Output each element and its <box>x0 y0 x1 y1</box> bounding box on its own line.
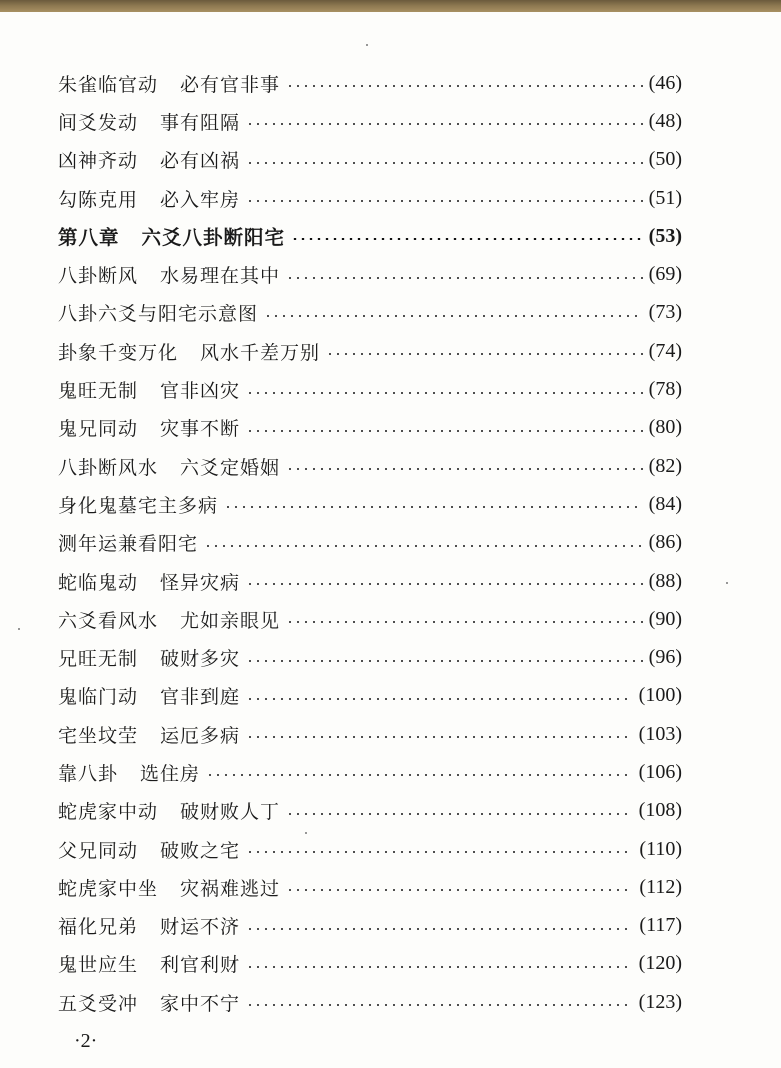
toc-entry-main-title: 福化兄弟 <box>58 916 139 939</box>
toc-entry-title <box>58 491 218 518</box>
toc-entry-main-title: 八卦断风水 <box>58 456 159 479</box>
toc-page-number: (90) <box>648 607 682 630</box>
dot-leader <box>246 698 633 700</box>
toc-entry-main-title: 蛇虎家中动 <box>58 801 159 824</box>
toc-page-number: (106) <box>638 760 682 783</box>
toc-entry-title <box>58 222 285 250</box>
toc-entry-subtitle: 必有官非事 <box>180 73 281 96</box>
toc-entry <box>58 753 682 791</box>
toc-entry-subtitle: 官非凶灾 <box>160 380 241 403</box>
toc-entry-title <box>58 912 240 939</box>
toc-entry <box>58 64 682 102</box>
dot-leader <box>246 660 643 662</box>
toc-entry-title <box>58 146 240 173</box>
toc-entry-main-title: 兄旺无制 <box>58 648 139 671</box>
dot-leader <box>246 430 643 432</box>
toc-page-number: (96) <box>648 646 682 669</box>
page-number: ·2· <box>74 1030 98 1052</box>
scan-speck <box>726 582 728 584</box>
toc-entry <box>58 868 682 906</box>
toc-page-number: (69) <box>648 263 682 286</box>
toc-entry <box>58 409 682 447</box>
toc-entry-main-title: 蛇临鬼动 <box>58 571 139 594</box>
toc-entry-title <box>58 376 240 403</box>
dot-leader <box>246 392 643 394</box>
toc-entry-main-title: 八卦六爻与阳宅示意图 <box>58 303 259 326</box>
dot-leader <box>286 889 633 891</box>
toc-entry-subtitle: 财运不济 <box>160 916 241 939</box>
toc-entry-title <box>58 414 240 441</box>
toc-entry-main-title: 五爻受冲 <box>58 992 139 1015</box>
dot-leader <box>246 123 643 125</box>
toc-entry-subtitle: 水易理在其中 <box>160 265 281 288</box>
toc-entry-title <box>58 721 240 748</box>
toc-entry-subtitle: 破败之宅 <box>160 839 241 862</box>
toc-entry-subtitle: 破财多灾 <box>160 648 241 671</box>
toc-entry-title <box>58 682 240 709</box>
toc-page-number: (110) <box>639 837 682 860</box>
toc-page-number: (50) <box>648 148 682 171</box>
toc-page-number: (112) <box>639 875 682 898</box>
toc-page-number: (86) <box>648 531 682 554</box>
dot-leader <box>246 736 633 738</box>
toc-entry <box>58 524 682 562</box>
toc-entry-main-title: 间爻发动 <box>58 111 139 134</box>
toc-entry-title <box>58 70 280 97</box>
toc-entry-title <box>58 338 320 365</box>
toc-entry <box>58 945 682 983</box>
toc-entry-subtitle: 必有凶祸 <box>160 150 241 173</box>
toc-page-number: (48) <box>648 109 682 132</box>
toc-entry-title <box>58 529 198 556</box>
toc-entry <box>58 255 682 293</box>
toc-entry-title <box>58 836 240 863</box>
scan-speck <box>18 628 20 630</box>
toc-entry-subtitle: 利官利财 <box>160 954 241 977</box>
toc-entry-title <box>58 797 280 824</box>
toc-entry-subtitle: 尤如亲眼见 <box>180 609 281 632</box>
toc-page-number: (84) <box>648 492 682 515</box>
toc-chapter-heading <box>58 217 682 255</box>
toc-entry-main-title: 鬼临门动 <box>58 686 139 709</box>
dot-leader <box>326 353 643 355</box>
toc-entry-main-title: 六爻看风水 <box>58 609 159 632</box>
toc-entry <box>58 677 682 715</box>
toc-entry-main-title: 鬼兄同动 <box>58 418 139 441</box>
toc-entry-main-title: 第八章 <box>58 226 120 250</box>
dot-leader <box>224 506 643 508</box>
toc-entry-subtitle: 怪异灾病 <box>160 571 241 594</box>
toc-entry-title <box>58 299 258 326</box>
toc-entry <box>58 907 682 945</box>
toc-entry-main-title: 身化鬼墓宅主多病 <box>58 494 219 517</box>
toc-entry-subtitle: 灾事不断 <box>160 418 241 441</box>
toc-entry-subtitle: 灾祸难逃过 <box>180 877 281 900</box>
toc-entry-title <box>58 989 240 1016</box>
dot-leader <box>206 774 633 776</box>
dot-leader <box>246 162 643 164</box>
toc-entry-subtitle: 风水千差万别 <box>200 341 321 364</box>
dot-leader <box>246 928 633 930</box>
toc-page-number: (100) <box>638 684 682 707</box>
toc-entry-title <box>58 453 280 480</box>
toc-entry-subtitle: 官非到庭 <box>160 686 241 709</box>
toc-entry-title <box>58 874 280 901</box>
dot-leader <box>204 545 643 547</box>
toc-entry-title <box>58 606 280 633</box>
dot-leader <box>246 851 633 853</box>
dot-leader <box>291 238 643 240</box>
toc-entry <box>58 830 682 868</box>
toc-entry <box>58 562 682 600</box>
toc-entry-title <box>58 261 280 288</box>
toc-entry-main-title: 勾陈克用 <box>58 188 139 211</box>
toc-entry <box>58 141 682 179</box>
toc-entry-main-title: 宅坐坟茔 <box>58 724 139 747</box>
toc-entry-subtitle: 选住房 <box>140 762 201 785</box>
toc-page-number: (108) <box>638 799 682 822</box>
toc-page-number: (123) <box>638 990 682 1013</box>
toc-entry-subtitle: 事有阻隔 <box>160 111 241 134</box>
dot-leader <box>246 200 643 202</box>
toc-entry-subtitle: 运厄多病 <box>160 724 241 747</box>
toc-entry-main-title: 卦象千变万化 <box>58 341 179 364</box>
toc-entry <box>58 600 682 638</box>
toc-entry-subtitle: 必入牢房 <box>160 188 241 211</box>
toc-entry <box>58 638 682 676</box>
toc-entry-subtitle: 六爻定婚姻 <box>180 456 281 479</box>
toc-entry <box>58 715 682 753</box>
dot-leader <box>286 813 633 815</box>
toc-entry-main-title: 朱雀临官动 <box>58 73 159 96</box>
toc-page-number: (82) <box>648 454 682 477</box>
toc-entry-title <box>58 108 240 135</box>
toc-entry-subtitle: 家中不宁 <box>160 992 241 1015</box>
dot-leader <box>286 468 643 470</box>
toc-entry-title <box>58 568 240 595</box>
scan-speck <box>366 44 368 46</box>
toc-page-number: (88) <box>648 569 682 592</box>
toc-entry-main-title: 八卦断风 <box>58 265 139 288</box>
toc-entry-subtitle: 破财败人丁 <box>180 801 281 824</box>
toc-page-number: (117) <box>639 914 682 937</box>
toc-entry <box>58 179 682 217</box>
toc-entry-main-title: 鬼世应生 <box>58 954 139 977</box>
scan-top-border <box>0 0 781 12</box>
toc-entry <box>58 102 682 140</box>
dot-leader <box>286 85 643 87</box>
toc-page-number: (78) <box>648 378 682 401</box>
toc-entry-subtitle: 六爻八卦断阳宅 <box>141 226 286 250</box>
toc-page-number: (74) <box>648 339 682 362</box>
dot-leader <box>286 277 643 279</box>
toc-entry <box>58 792 682 830</box>
toc-page-number: (53) <box>648 224 682 247</box>
toc-entry-title <box>58 185 240 212</box>
toc-page-number: (80) <box>648 416 682 439</box>
toc-entry-title <box>58 759 200 786</box>
table-of-contents <box>58 64 682 1021</box>
toc-page-number: (120) <box>638 952 682 975</box>
toc-page-number: (73) <box>648 301 682 324</box>
toc-page-number: (46) <box>648 71 682 94</box>
toc-entry <box>58 370 682 408</box>
dot-leader <box>286 621 643 623</box>
toc-entry <box>58 485 682 523</box>
toc-entry <box>58 332 682 370</box>
toc-entry-title <box>58 950 240 977</box>
toc-entry-main-title: 靠八卦 <box>58 762 119 785</box>
dot-leader <box>264 315 643 317</box>
dot-leader <box>246 583 643 585</box>
toc-entry-main-title: 凶神齐动 <box>58 150 139 173</box>
dot-leader <box>246 1004 633 1006</box>
toc-page-number: (51) <box>648 186 682 209</box>
toc-entry-main-title: 蛇虎家中坐 <box>58 877 159 900</box>
scan-speck <box>305 832 307 834</box>
toc-entry-main-title: 测年运兼看阳宅 <box>58 533 199 556</box>
toc-entry-title <box>58 644 240 671</box>
toc-page-number: (103) <box>638 722 682 745</box>
toc-entry-main-title: 父兄同动 <box>58 839 139 862</box>
toc-entry <box>58 983 682 1021</box>
toc-entry <box>58 294 682 332</box>
toc-entry <box>58 447 682 485</box>
dot-leader <box>246 966 633 968</box>
toc-entry-main-title: 鬼旺无制 <box>58 380 139 403</box>
